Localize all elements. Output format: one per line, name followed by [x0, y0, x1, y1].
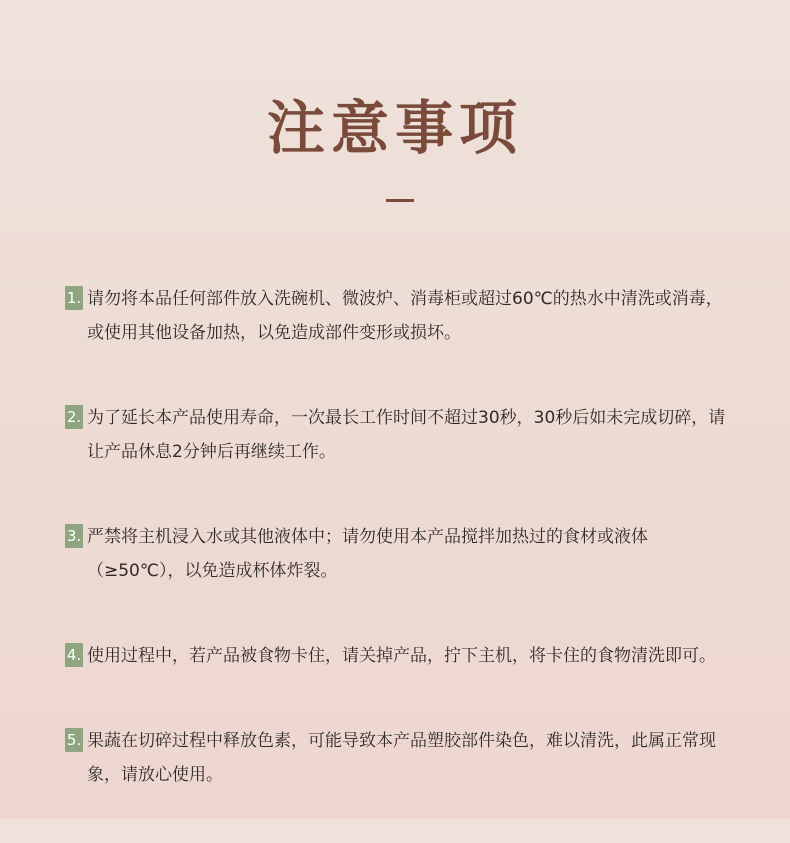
- note-item: [65, 724, 735, 792]
- note-number-badge: 3.: [65, 524, 83, 548]
- note-text: 果蔬在切碎过程中释放色素，可能导致本产品塑胶部件染色，难以清洗，此属正常现象，请放心使用。: [87, 731, 716, 785]
- page-title: 注意事项: [266, 94, 523, 162]
- note-item: [65, 401, 735, 469]
- note-text: 请勿将本品任何部件放入洗碗机、微波炉、消毒柜或超过60℃的热水中清洗或消毒，或使用其他设备加热，以免造成部件变形或损坏。: [87, 289, 723, 343]
- note-item: [65, 520, 735, 588]
- note-number-badge: 1.: [65, 286, 83, 310]
- title-divider: [386, 199, 414, 202]
- note-item: [65, 282, 735, 350]
- note-item: [65, 639, 735, 673]
- note-number-badge: 2.: [65, 405, 83, 429]
- note-number-badge: 5.: [65, 728, 83, 752]
- note-text: 使用过程中，若产品被食物卡住，请关掉产品，拧下主机，将卡住的食物清洗即可。: [87, 646, 716, 666]
- note-text: 为了延长本产品使用寿命，一次最长工作时间不超过30秒，30秒后如未完成切碎，请让产品休息2分钟后再继续工作。: [87, 408, 726, 462]
- notes-list: [65, 282, 735, 843]
- note-number-badge: 4.: [65, 643, 83, 667]
- note-text: 严禁将主机浸入水或其他液体中；请勿使用本产品搅拌加热过的食材或液体（≥50℃），以免造成杯体炸裂。: [87, 527, 648, 581]
